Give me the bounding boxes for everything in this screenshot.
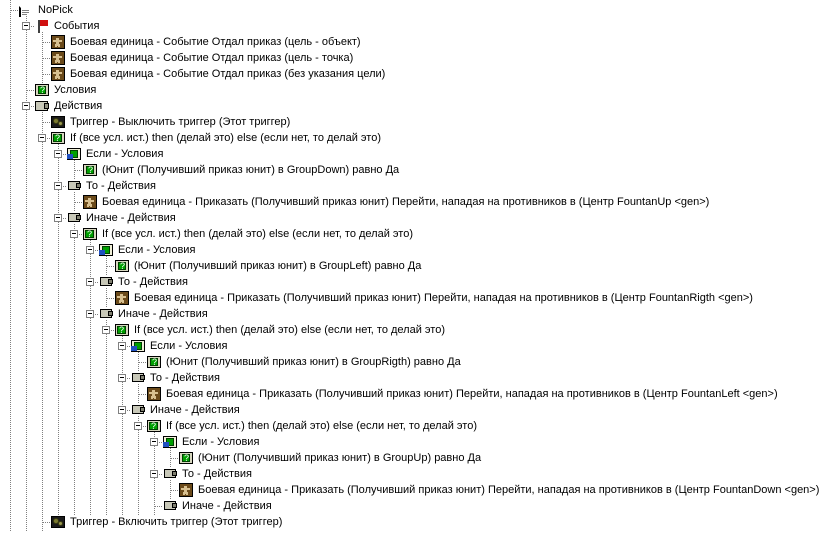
tree-row[interactable] [2,402,830,418]
tree-row-label: Боевая единица - Приказать (Получивший приказ юнит) Перейти, нападая на противников в (Центр FountanDown <gen>) [198,484,820,496]
tree-row-label: Триггер - Включить триггер (Этот триггер) [70,516,283,528]
tree-row-label: (Юнит (Получивший приказ юнит) в GroupDown) равно Да [102,164,400,176]
tree-row[interactable] [2,290,830,306]
ifact-icon [162,498,178,514]
tree-row[interactable] [2,210,830,226]
tree-row[interactable] [2,178,830,194]
if-icon: ? [82,226,98,242]
tree-row[interactable] [2,2,830,18]
tree-row-label: Если - Условия [150,340,228,352]
tree-row-label: События [54,20,100,32]
tree-row-label: If (все усл. ист.) then (делай это) else (если нет, то делай это) [70,132,381,144]
tree-indent-guide [82,498,98,514]
tree-node-connector [162,450,178,466]
tree-row[interactable] [2,418,830,434]
tree-node-connector [34,66,50,82]
tree-row-label: (Юнит (Получивший приказ юнит) в GroupRigth) равно Да [166,356,461,368]
tree-row-label: Иначе - Действия [150,404,240,416]
tree-row[interactable] [2,466,830,482]
unit-icon [146,386,162,402]
unit-icon [82,194,98,210]
tree-row-label: If (все усл. ист.) then (делай это) else (если нет, то делай это) [102,228,413,240]
tree-row-label: If (все усл. ист.) then (делай это) else (если нет, то делай это) [134,324,445,336]
tree-row[interactable] [2,386,830,402]
tree-node-connector [66,162,82,178]
tree-row-label: Иначе - Действия [86,212,176,224]
tree-row-label: Если - Условия [86,148,164,160]
tree-indent-guide [2,514,18,530]
tree-indent-guide [114,498,130,514]
tree-row-label: То - Действия [150,372,220,384]
if-icon: ? [50,130,66,146]
tree-node-connector [98,290,114,306]
tree-row[interactable] [2,354,830,370]
tree-node-connector [66,194,82,210]
tree-indent-guide [66,498,82,514]
tree-row-label: Действия [54,100,103,112]
tree-row[interactable] [2,258,830,274]
tree-indent-guide [18,514,34,530]
condition-icon: ? [82,162,98,178]
tree-row[interactable] [2,98,830,114]
tree-row-label: Триггер - Выключить триггер (Этот триггер) [70,116,291,128]
trigger-icon [50,114,66,130]
tree-row[interactable] [2,306,830,322]
tree-node-connector [162,482,178,498]
unit-icon [178,482,194,498]
tree-row-label: То - Действия [182,468,252,480]
condition-icon: ? [146,354,162,370]
tree-node-connector [130,386,146,402]
tree-row[interactable] [2,322,830,338]
tree-row[interactable] [2,82,830,98]
tree-row[interactable] [2,194,830,210]
unit-icon [50,50,66,66]
tree-row[interactable] [2,18,830,34]
tree-row[interactable] [2,274,830,290]
tree-indent-guide [50,498,66,514]
tree-row-label: (Юнит (Получивший приказ юнит) в GroupUp) равно Да [198,452,482,464]
if-icon: ? [114,322,130,338]
tree-row[interactable] [2,514,830,530]
tree-row[interactable] [2,50,830,66]
tree-row-label: NoPick [38,4,73,16]
tree-row[interactable] [2,450,830,466]
tree-row[interactable] [2,370,830,386]
tree-indent-guide [130,498,146,514]
tree-indent-guide [98,498,114,514]
tree-node-connector [34,514,50,530]
tree-row-label: Боевая единица - Приказать (Получивший приказ юнит) Перейти, нападая на противников в (Центр FountanUp <gen>) [102,196,710,208]
tree-row[interactable] [2,498,830,514]
tree-node-connector [98,258,114,274]
tree-row[interactable] [2,114,830,130]
tree-row-label: Боевая единица - Приказать (Получивший приказ юнит) Перейти, нападая на противников в (Центр FountanLeft <gen>) [166,388,778,400]
tree-row[interactable] [2,34,830,50]
tree-row-label: Если - Условия [118,244,196,256]
tree-row[interactable] [2,434,830,450]
tree-row-label: Иначе - Действия [118,308,208,320]
tree-row[interactable] [2,146,830,162]
unit-icon [50,66,66,82]
tree-row[interactable] [2,482,830,498]
tree-row-label: Боевая единица - Приказать (Получивший приказ юнит) Перейти, нападая на противников в (Центр FountanRigth <gen>) [134,292,753,304]
tree-row[interactable] [2,226,830,242]
tree-row-label: То - Действия [86,180,156,192]
tree-row-label: Условия [54,84,97,96]
tree-row-label: Боевая единица - Событие Отдал приказ (цель - объект) [70,36,361,48]
tree-node-connector [130,354,146,370]
tree-row[interactable] [2,162,830,178]
tree-row[interactable] [2,130,830,146]
trigger-icon [50,514,66,530]
tree-row-label: Иначе - Действия [182,500,272,512]
tree-row[interactable] [2,66,830,82]
tree-row-label: Боевая единица - Событие Отдал приказ (без указания цели) [70,68,386,80]
unit-icon [114,290,130,306]
condition-icon: ? [178,450,194,466]
tree-row-label: То - Действия [118,276,188,288]
tree-row[interactable] [2,338,830,354]
tree-row-label: If (все усл. ист.) then (делай это) else (если нет, то делай это) [166,420,477,432]
condition-icon: ? [34,82,50,98]
tree-node-connector [146,498,162,514]
tree-row[interactable] [2,242,830,258]
tree-row-label: Если - Условия [182,436,260,448]
condition-icon: ? [114,258,130,274]
tree-row-label: Боевая единица - Событие Отдал приказ (цель - точка) [70,52,354,64]
if-icon: ? [146,418,162,434]
unit-icon [50,34,66,50]
tree-row-label: (Юнит (Получивший приказ юнит) в GroupLeft) равно Да [134,260,422,272]
